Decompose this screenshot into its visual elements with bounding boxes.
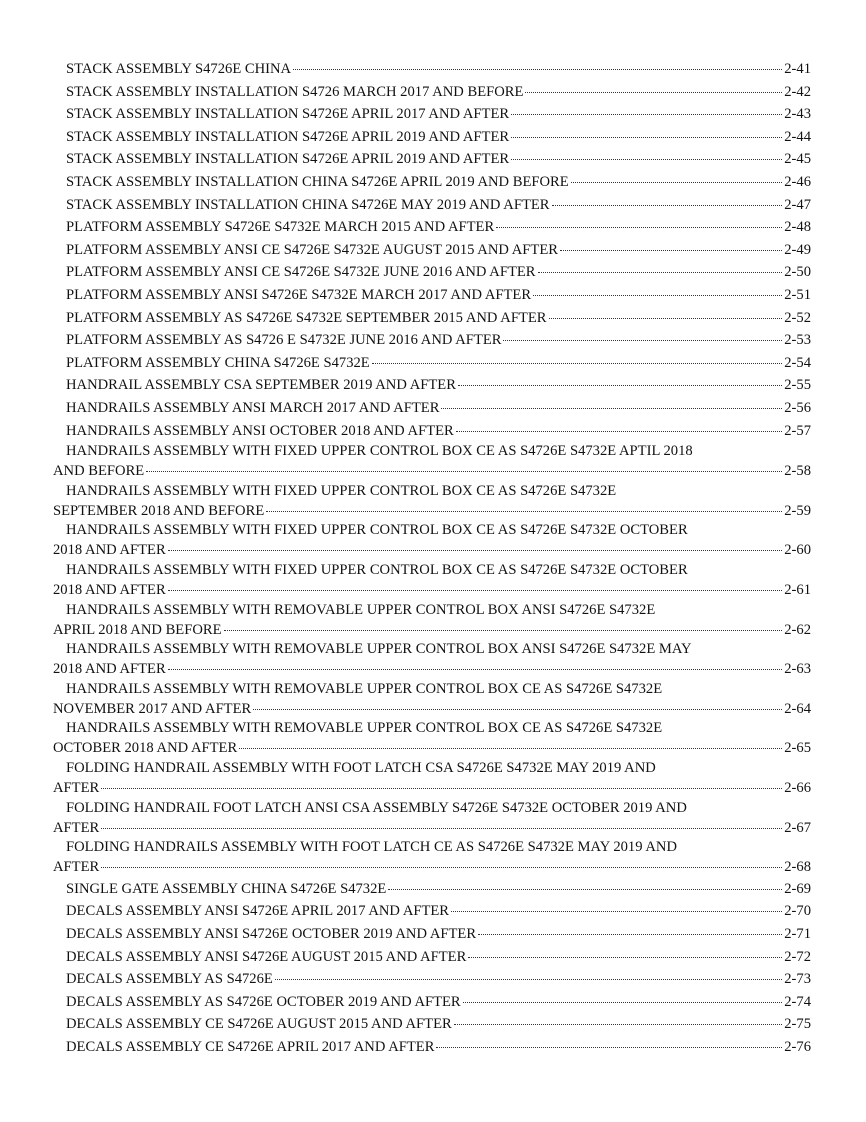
toc-entry-title: OCTOBER 2018 AND AFTER	[53, 740, 238, 756]
dot-leader	[436, 1033, 782, 1048]
toc-entry[interactable]	[53, 420, 811, 440]
toc-entry[interactable]	[53, 239, 811, 259]
toc-entry[interactable]	[53, 991, 811, 1011]
toc-entry[interactable]	[53, 58, 811, 78]
toc-entry-title-line: FOLDING HANDRAIL FOOT LATCH ANSI CSA ASSEMBLY S4726E S4732E OCTOBER 2019 AND	[66, 800, 687, 816]
toc-entry[interactable]	[53, 1036, 811, 1056]
dot-leader	[571, 168, 783, 183]
toc-entry[interactable]	[53, 759, 811, 797]
toc-entry-page-number: 2-47	[784, 197, 811, 213]
toc-entry-title: 2018 AND AFTER	[53, 582, 166, 598]
dot-leader	[266, 497, 782, 512]
toc-entry[interactable]	[53, 640, 811, 678]
toc-entry-page-number: 2-59	[784, 503, 811, 519]
dot-leader	[168, 655, 783, 670]
toc-entry-title: STACK ASSEMBLY INSTALLATION S4726E APRIL 2019 AND AFTER	[66, 129, 510, 145]
toc-entry[interactable]	[53, 216, 811, 236]
toc-entry[interactable]	[53, 103, 811, 123]
toc-entry-page-number: 2-58	[784, 463, 811, 479]
toc-entry[interactable]	[53, 799, 811, 837]
toc-entry-line	[53, 148, 811, 168]
toc-entry-title-line: HANDRAILS ASSEMBLY WITH FIXED UPPER CONTROL BOX CE AS S4726E S4732E OCTOBER	[66, 562, 688, 578]
toc-entry[interactable]	[53, 81, 811, 101]
toc-entry-line	[53, 856, 811, 876]
toc-entry-title: PLATFORM ASSEMBLY ANSI CE S4726E S4732E JUNE 2016 AND AFTER	[66, 264, 536, 280]
toc-entry[interactable]	[53, 397, 811, 417]
dot-leader	[224, 616, 783, 631]
dot-leader	[468, 943, 782, 958]
toc-entry-page-number: 2-62	[784, 622, 811, 638]
toc-entry-title: 2018 AND AFTER	[53, 661, 166, 677]
toc-entry-line	[53, 126, 811, 146]
toc-entry-page-number: 2-56	[784, 400, 811, 416]
toc-entry-line	[53, 81, 811, 101]
toc-entry-line	[53, 307, 811, 327]
toc-entry-title-line: HANDRAILS ASSEMBLY WITH FIXED UPPER CONTROL BOX CE AS S4726E S4732E	[66, 483, 617, 499]
toc-entry-page-number: 2-73	[784, 971, 811, 987]
toc-entry-title-line: HANDRAILS ASSEMBLY WITH FIXED UPPER CONTROL BOX CE AS S4726E S4732E OCTOBER	[66, 522, 688, 538]
toc-entry-title: SEPTEMBER 2018 AND BEFORE	[53, 503, 265, 519]
toc-entry-page-number: 2-48	[784, 219, 811, 235]
dot-leader	[552, 191, 783, 206]
toc-entry-line	[53, 777, 811, 797]
dot-leader	[456, 417, 782, 432]
toc-entry-page-number: 2-72	[784, 949, 811, 965]
toc-entry-title: PLATFORM ASSEMBLY CHINA S4726E S4732E	[66, 355, 370, 371]
toc-entry-page-number: 2-74	[784, 994, 811, 1010]
toc-entry-title: PLATFORM ASSEMBLY ANSI CE S4726E S4732E AUGUST 2015 AND AFTER	[66, 242, 558, 258]
toc-entry[interactable]	[53, 680, 811, 718]
toc-entry-page-number: 2-71	[784, 926, 811, 942]
dot-leader	[388, 875, 782, 890]
toc-entry-line	[53, 539, 811, 559]
toc-entry-page-number: 2-75	[784, 1016, 811, 1032]
dot-leader	[101, 814, 782, 829]
toc-entry-page-number: 2-65	[784, 740, 811, 756]
toc-entry-page-number: 2-60	[784, 542, 811, 558]
toc-entry[interactable]	[53, 442, 811, 480]
toc-entry-title: STACK ASSEMBLY INSTALLATION S4726E APRIL 2019 AND AFTER	[66, 151, 510, 167]
toc-entry-line	[53, 397, 811, 417]
toc-entry-page-number: 2-55	[784, 377, 811, 393]
toc-entry[interactable]	[53, 194, 811, 214]
toc-entry-line	[53, 946, 811, 966]
toc-entry[interactable]	[53, 352, 811, 372]
toc-entry-line	[53, 261, 811, 281]
toc-entry-page-number: 2-57	[784, 423, 811, 439]
toc-entry-title-line: HANDRAILS ASSEMBLY WITH REMOVABLE UPPER CONTROL BOX ANSI S4726E S4732E	[66, 602, 656, 618]
toc-entry[interactable]	[53, 719, 811, 757]
dot-leader	[511, 123, 782, 138]
toc-entry-title: STACK ASSEMBLY S4726E CHINA	[66, 61, 292, 77]
toc-entry[interactable]	[53, 521, 811, 559]
toc-entry-title: STACK ASSEMBLY INSTALLATION CHINA S4726E MAY 2019 AND AFTER	[66, 197, 550, 213]
toc-entry-title: PLATFORM ASSEMBLY AS S4726 E S4732E JUNE 2016 AND AFTER	[66, 332, 502, 348]
toc-entry-title-line: HANDRAILS ASSEMBLY WITH FIXED UPPER CONTROL BOX CE AS S4726E S4732E APTIL 2018	[66, 443, 693, 459]
toc-entry-page-number: 2-66	[784, 780, 811, 796]
toc-entry-title: HANDRAIL ASSEMBLY CSA SEPTEMBER 2019 AND AFTER	[66, 377, 456, 393]
toc-entry[interactable]	[53, 482, 811, 520]
toc-entry-title: STACK ASSEMBLY INSTALLATION S4726E APRIL 2017 AND AFTER	[66, 106, 510, 122]
dot-leader	[239, 734, 782, 749]
toc-entry[interactable]	[53, 561, 811, 599]
dot-leader	[511, 100, 782, 115]
toc-entry-line	[53, 923, 811, 943]
toc-entry-line	[53, 239, 811, 259]
toc-entry-line	[53, 579, 811, 599]
dot-leader	[463, 988, 783, 1003]
toc-entry-page-number: 2-61	[784, 582, 811, 598]
toc-entry-line	[53, 374, 811, 394]
toc-entry-title: SINGLE GATE ASSEMBLY CHINA S4726E S4732E	[66, 881, 387, 897]
toc-entry-title: DECALS ASSEMBLY CE S4726E AUGUST 2015 AND AFTER	[66, 1016, 452, 1032]
toc-entry-line	[53, 878, 811, 898]
toc-entry-page-number: 2-64	[784, 701, 811, 717]
toc-entry-line	[53, 737, 811, 757]
toc-entry-line	[53, 817, 811, 837]
toc-entry-title: PLATFORM ASSEMBLY S4726E S4732E MARCH 2015 AND AFTER	[66, 219, 495, 235]
toc-entry[interactable]	[53, 261, 811, 281]
toc-entry-line	[53, 284, 811, 304]
toc-entry[interactable]	[53, 284, 811, 304]
toc-entry-page-number: 2-67	[784, 820, 811, 836]
dot-leader	[538, 258, 783, 273]
dot-leader	[533, 281, 782, 296]
toc-entry-line	[53, 58, 811, 78]
dot-leader	[451, 897, 782, 912]
toc-entry-page-number: 2-52	[784, 310, 811, 326]
toc-entry-page-number: 2-45	[784, 151, 811, 167]
toc-entry-page-number: 2-76	[784, 1039, 811, 1055]
toc-entry-line	[53, 460, 811, 480]
dot-leader	[441, 394, 782, 409]
dot-leader	[168, 536, 783, 551]
toc-entry-page-number: 2-53	[784, 332, 811, 348]
toc-entry-line	[53, 658, 811, 678]
toc-entry-page-number: 2-44	[784, 129, 811, 145]
toc-entry-title-line: HANDRAILS ASSEMBLY WITH REMOVABLE UPPER CONTROL BOX CE AS S4726E S4732E	[66, 681, 663, 697]
toc-entry-title: DECALS ASSEMBLY AS S4726E	[66, 971, 273, 987]
toc-entry[interactable]	[53, 923, 811, 943]
toc-entry-line	[53, 1036, 811, 1056]
dot-leader	[478, 920, 782, 935]
toc-entry-title: STACK ASSEMBLY INSTALLATION S4726 MARCH 2017 AND BEFORE	[66, 84, 524, 100]
dot-leader	[275, 965, 782, 980]
toc-entry[interactable]	[53, 946, 811, 966]
dot-leader	[168, 576, 783, 591]
dot-leader	[549, 304, 783, 319]
toc-entry[interactable]	[53, 148, 811, 168]
toc-entry-title-line: HANDRAILS ASSEMBLY WITH REMOVABLE UPPER CONTROL BOX ANSI S4726E S4732E MAY	[66, 641, 692, 657]
dot-leader	[454, 1010, 783, 1025]
toc-entry-title: NOVEMBER 2017 AND AFTER	[53, 701, 252, 717]
toc-entry-title: AFTER	[53, 780, 100, 796]
dot-leader	[293, 55, 782, 70]
toc-entry-title: STACK ASSEMBLY INSTALLATION CHINA S4726E APRIL 2019 AND BEFORE	[66, 174, 569, 190]
toc-entry-title: HANDRAILS ASSEMBLY ANSI OCTOBER 2018 AND AFTER	[66, 423, 454, 439]
toc-entry-line	[53, 900, 811, 920]
toc-entry[interactable]	[53, 307, 811, 327]
toc-entry-page-number: 2-43	[784, 106, 811, 122]
toc-entry[interactable]	[53, 171, 811, 191]
toc-entry-page-number: 2-50	[784, 264, 811, 280]
toc-entry-title: DECALS ASSEMBLY ANSI S4726E APRIL 2017 AND AFTER	[66, 903, 450, 919]
toc-entry-line	[53, 500, 811, 520]
dot-leader	[503, 326, 782, 341]
toc-entry-line	[53, 194, 811, 214]
toc-entry-page-number: 2-69	[784, 881, 811, 897]
toc-entry-title: AFTER	[53, 859, 100, 875]
toc-entry-line	[53, 1013, 811, 1033]
toc-entry-page-number: 2-46	[784, 174, 811, 190]
toc-entry[interactable]	[53, 374, 811, 394]
dot-leader	[101, 774, 782, 789]
toc-entry-title: AND BEFORE	[53, 463, 145, 479]
dot-leader	[372, 349, 783, 364]
toc-entry-title: 2018 AND AFTER	[53, 542, 166, 558]
toc-entry-page-number: 2-42	[784, 84, 811, 100]
dot-leader	[146, 457, 782, 472]
toc-entry-title-line: FOLDING HANDRAILS ASSEMBLY WITH FOOT LATCH CE AS S4726E S4732E MAY 2019 AND	[66, 839, 677, 855]
toc-entry-page-number: 2-41	[784, 61, 811, 77]
toc-entry-page-number: 2-51	[784, 287, 811, 303]
toc-entry[interactable]	[53, 601, 811, 639]
toc-entry-line	[53, 420, 811, 440]
toc-entry-page-number: 2-54	[784, 355, 811, 371]
toc-entry-title: DECALS ASSEMBLY CE S4726E APRIL 2017 AND AFTER	[66, 1039, 435, 1055]
toc-entry[interactable]	[53, 968, 811, 988]
toc-entry[interactable]	[53, 1013, 811, 1033]
toc-entry-title: PLATFORM ASSEMBLY AS S4726E S4732E SEPTEMBER 2015 AND AFTER	[66, 310, 547, 326]
dot-leader	[458, 371, 782, 386]
toc-entry-title: APRIL 2018 AND BEFORE	[53, 622, 222, 638]
toc-entry-title: HANDRAILS ASSEMBLY ANSI MARCH 2017 AND AFTER	[66, 400, 440, 416]
toc-entry-page-number: 2-63	[784, 661, 811, 677]
toc-entry-title: DECALS ASSEMBLY AS S4726E OCTOBER 2019 AND AFTER	[66, 994, 461, 1010]
toc-entry-line	[53, 216, 811, 236]
toc-entry[interactable]	[53, 329, 811, 349]
toc-entry-title: AFTER	[53, 820, 100, 836]
dot-leader	[253, 695, 782, 710]
toc-entry-line	[53, 329, 811, 349]
toc-entry-line	[53, 991, 811, 1011]
toc-entry-line	[53, 698, 811, 718]
dot-leader	[525, 78, 782, 93]
dot-leader	[560, 236, 782, 251]
dot-leader	[496, 213, 782, 228]
toc-entry[interactable]	[53, 900, 811, 920]
dot-leader	[101, 853, 782, 868]
toc-entry-line	[53, 352, 811, 372]
toc-entry-page-number: 2-49	[784, 242, 811, 258]
toc-entry[interactable]	[53, 838, 811, 876]
toc-entry-title-line: HANDRAILS ASSEMBLY WITH REMOVABLE UPPER CONTROL BOX CE AS S4726E S4732E	[66, 720, 663, 736]
toc-entry-title-line: FOLDING HANDRAIL ASSEMBLY WITH FOOT LATCH CSA S4726E S4732E MAY 2019 AND	[66, 760, 656, 776]
toc-entry-title: DECALS ASSEMBLY ANSI S4726E OCTOBER 2019 AND AFTER	[66, 926, 477, 942]
toc-entry-page-number: 2-70	[784, 903, 811, 919]
toc-entry-title: PLATFORM ASSEMBLY ANSI S4726E S4732E MARCH 2017 AND AFTER	[66, 287, 532, 303]
toc-entry[interactable]	[53, 126, 811, 146]
toc-entry-line	[53, 171, 811, 191]
dot-leader	[511, 145, 782, 160]
toc-entry-line	[53, 619, 811, 639]
toc-entry-title: DECALS ASSEMBLY ANSI S4726E AUGUST 2015 AND AFTER	[66, 949, 467, 965]
toc-entry-line	[53, 968, 811, 988]
toc-entry-line	[53, 103, 811, 123]
toc-entry[interactable]	[53, 878, 811, 898]
toc-entry-page-number: 2-68	[784, 859, 811, 875]
